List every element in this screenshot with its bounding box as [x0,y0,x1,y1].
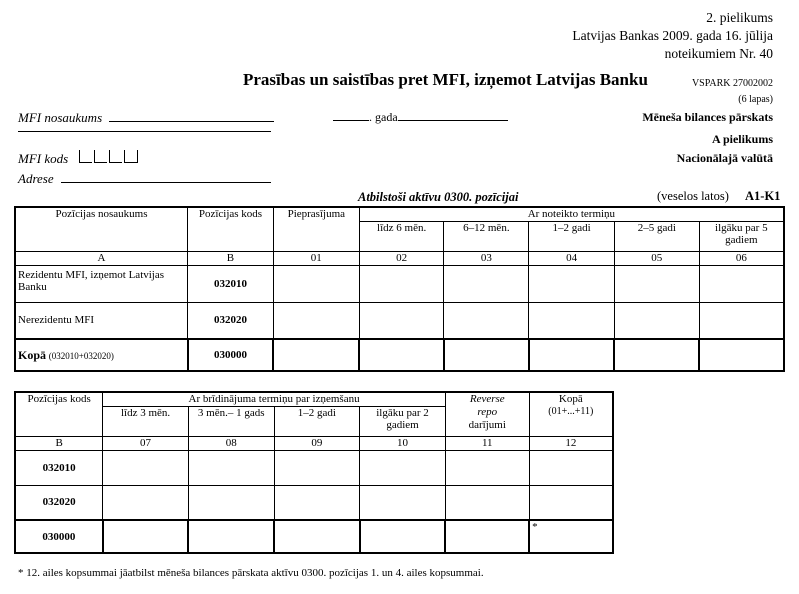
value-cell[interactable] [699,265,784,302]
address-label: Adrese [18,171,54,186]
value-cell[interactable] [445,520,529,553]
value-cell[interactable] [529,302,615,339]
value-cell[interactable] [273,339,359,371]
col-letter: 06 [699,251,784,265]
value-cell[interactable] [188,520,274,553]
value-cell[interactable] [699,302,784,339]
value-cell[interactable] [274,485,360,520]
col-letter: 09 [274,436,360,450]
value-cell[interactable] [360,485,446,520]
value-cell[interactable] [103,520,189,553]
total-header-note: (01+...+11) [548,406,594,417]
table-row-total [15,339,784,371]
col-letter: 10 [360,436,446,450]
table-assets [14,206,785,372]
col-sub-3: 1–2 gadi [529,221,615,251]
mfi-name-field-2[interactable] [18,131,271,132]
col-sub-4: 2–5 gadi [614,221,699,251]
col-header-repo [445,392,529,436]
table-row [15,450,613,485]
value-cell[interactable] [614,302,699,339]
row-name: Rezidentu MFI, izņemot Latvijas Banku [15,265,188,302]
mfi-name-row [18,110,274,126]
row-code: 030000 [188,339,274,371]
col-sub-1: līdz 3 mēn. [103,406,189,436]
col-letter: 04 [529,251,615,265]
header-line3: noteikumiem Nr. 40 [664,46,773,61]
col-header-total [529,392,613,436]
page-count: (6 lapas) [738,94,773,105]
units-label: (veselos latos) [657,189,729,203]
col-sub-3: 1–2 gadi [274,406,360,436]
value-cell[interactable] [188,485,274,520]
total-note: (032010+032020) [48,350,114,361]
currency-label: Nacionālajā valūtā [676,151,773,165]
value-cell[interactable] [444,339,529,371]
mfi-name-field[interactable] [109,121,274,122]
value-cell[interactable] [444,265,529,302]
value-cell[interactable] [359,302,444,339]
appendix-label: A pielikums [711,132,773,146]
col-letter: 01 [273,251,359,265]
col-letter: B [15,436,103,450]
col-letter: 12 [529,436,613,450]
table-row [15,302,784,339]
col-letter: 11 [445,436,529,450]
address-field[interactable] [61,182,271,183]
report-type: Mēneša bilances pārskats [642,110,773,124]
value-cell[interactable] [359,265,444,302]
row-name-total [15,339,188,371]
value-cell[interactable] [445,450,529,485]
col-sub-4: ilgāku par 2 gadiem [360,406,446,436]
col-letter: 05 [614,251,699,265]
col-letter: 03 [444,251,529,265]
row-code: 032010 [188,265,274,302]
col-letter: 07 [103,436,189,450]
subtitle: Atbilstoši aktīvu 0300. pozīcijai [358,190,519,204]
col-header-name: Pozīcijas nosaukums [15,207,188,251]
mfi-code-label: MFI kods [18,151,69,166]
value-cell[interactable] [699,339,784,371]
col-sub-5: ilgāku par 5 gadiem [699,221,784,251]
date-suffix: . gada [369,110,398,124]
col-sub-1: līdz 6 mēn. [359,221,444,251]
total-cell-star[interactable]: * [529,520,613,553]
row-code: 030000 [15,520,103,553]
form-code: VSPARK 27002002 [691,78,773,89]
value-cell[interactable] [614,265,699,302]
value-cell[interactable] [188,450,274,485]
col-header-demand: Pieprasījuma [273,207,359,251]
col-header-notice: Ar brīdinājuma termiņu par izņemšanu [103,392,446,406]
table-code: A1-K1 [745,189,781,203]
value-cell[interactable] [103,485,189,520]
repo-1: Reverse [469,393,505,405]
value-cell[interactable] [360,520,446,553]
repo-2: repo [477,406,498,418]
mfi-code-boxes[interactable] [79,151,140,166]
row-name: Nerezidentu MFI [15,302,188,339]
date-field[interactable] [398,120,508,121]
header-line2: Latvijas Bankas 2009. gada 16. jūlija [572,28,773,43]
mfi-name-label: MFI nosaukums [18,110,103,125]
value-cell[interactable] [274,450,360,485]
col-header-code: Pozīcijas kods [188,207,274,251]
col-header-code: Pozīcijas kods [15,392,103,436]
value-cell[interactable] [273,302,359,339]
value-cell[interactable] [273,265,359,302]
row-code: 032020 [15,485,103,520]
value-cell[interactable] [103,450,189,485]
table-row [15,485,613,520]
row-code: 032020 [188,302,274,339]
value-cell[interactable] [529,485,613,520]
footnote: * 12. ailes kopsummai jāatbilst mēneša bilances pārskata aktīvu 0300. pozīcijas 1. un 4. ailes kopsummai. [18,567,484,579]
value-cell[interactable] [444,302,529,339]
value-cell[interactable] [529,450,613,485]
header-line1: 2. pielikums [706,10,773,25]
value-cell[interactable] [529,339,615,371]
year-field[interactable] [333,120,369,121]
mfi-code-row [18,150,140,167]
table-row [15,265,784,302]
col-letter: B [188,251,274,265]
col-sub-2: 6–12 mēn. [444,221,529,251]
address-row [18,171,271,187]
value-cell[interactable] [614,339,699,371]
total-header: Kopā [558,393,583,405]
col-letter: A [15,251,188,265]
value-cell[interactable] [445,485,529,520]
page-title: Prasības un saistības pret MFI, izņemot Latvijas Banku [243,70,648,89]
value-cell[interactable] [360,450,446,485]
row-code: 032010 [15,450,103,485]
table-notice [14,391,614,554]
value-cell[interactable] [529,265,615,302]
repo-3: darījumi [468,419,506,431]
total-label: Kopā [18,347,47,362]
col-letter: 02 [359,251,444,265]
col-sub-2: 3 mēn.– 1 gads [188,406,274,436]
col-header-fixed: Ar noteikto termiņu [359,207,784,221]
value-cell[interactable] [274,520,360,553]
table-row-total [15,520,613,553]
value-cell[interactable] [359,339,444,371]
date-row [333,110,508,125]
col-letter: 08 [188,436,274,450]
